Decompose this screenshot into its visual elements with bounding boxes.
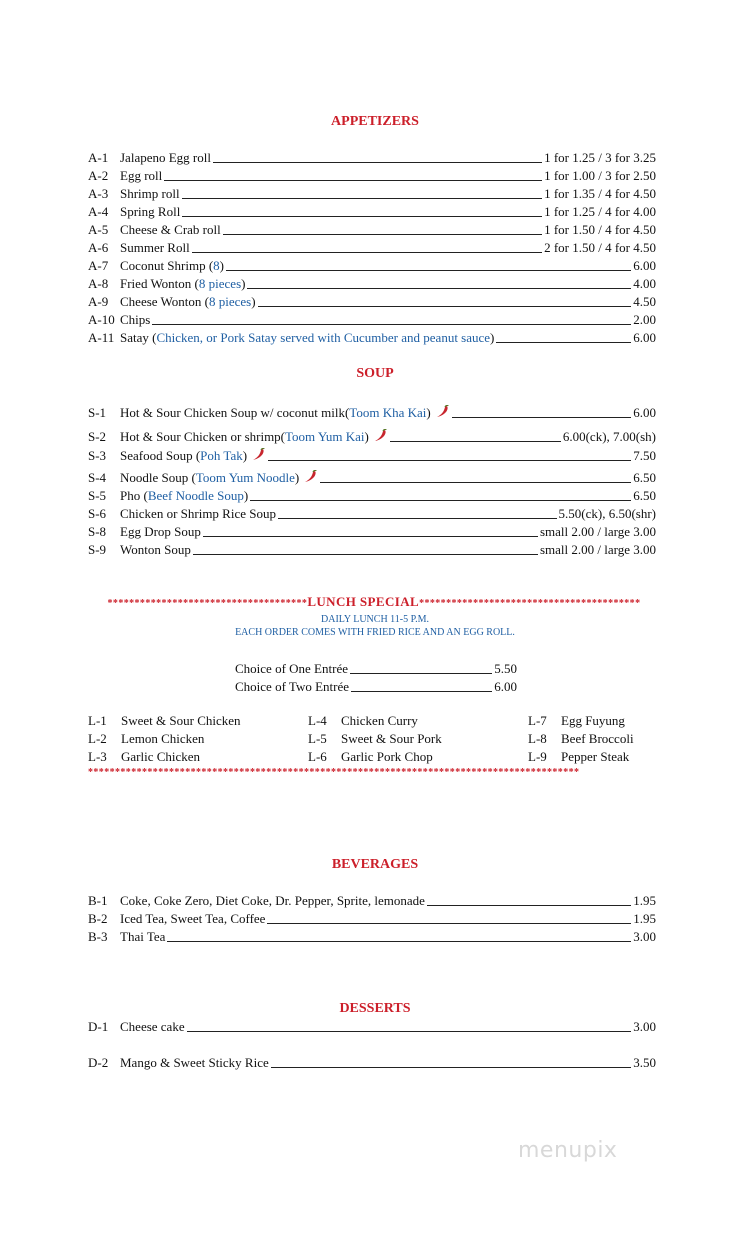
menu-item-row [88,427,656,445]
item-price: 1.95 [633,893,656,908]
lunch-item [308,730,442,748]
item-name: Pepper Steak [561,749,630,764]
item-price: 5.50(ck), 6.50(shr) [558,506,656,521]
choice-price: 5.50 [494,661,517,676]
item-price: 3.50 [633,1055,656,1070]
item-name-end: ) [241,276,246,291]
lunch-hours: DAILY LUNCH 11-5 P.M. [321,614,429,625]
item-name-end: ) [242,448,248,463]
item-code: S-8 [88,524,107,539]
item-price: 4.00 [633,276,656,291]
item-name [120,506,276,522]
chili-pepper-icon [302,470,318,484]
menu-item-row [88,522,656,540]
item-name-text: Cheese & Crab roll [120,222,221,237]
menu-item-row [88,220,656,238]
leader-line [350,672,492,674]
item-price: 1 for 1.35 / 4 for 4.50 [544,186,656,201]
item-name-text: Cheese Wonton ( [120,294,209,309]
item-name: Garlic Pork Chop [341,749,433,764]
item-name: Lemon Chicken [121,731,205,746]
item-name-text: Coconut Shrimp ( [120,258,214,273]
item-price: small 2.00 / large 3.00 [539,524,656,539]
lunch-stars-bottom: ******************************************************************************************* [88,767,580,778]
item-code: L-4 [308,713,327,728]
item-price: 6.50 [633,470,656,485]
item-name-text: Cheese cake [120,1019,185,1034]
item-code: B-3 [88,929,108,944]
item-name [120,204,180,220]
item-name-text: Summer Roll [120,240,190,255]
item-price: small 2.00 / large 3.00 [539,542,656,557]
item-name-end: ) [426,405,431,420]
leader-line [193,553,538,555]
item-name-text: Pho ( [120,488,148,503]
item-code: S-3 [88,448,107,463]
item-price: 1 for 1.25 / 4 for 4.00 [544,204,656,219]
leader-line [271,1066,631,1068]
leader-line [496,341,631,343]
menu-item-row [88,927,656,945]
item-code: S-9 [88,542,107,557]
item-name-text: Jalapeno Egg roll [120,150,211,165]
item-name-end: ) [364,429,369,444]
chili-pepper-icon [372,429,388,443]
item-name-text: Noodle Soup ( [120,470,196,485]
menu-item-row [88,1017,656,1035]
lunch-item [88,712,241,730]
lunch-item [308,748,433,766]
leader-line [213,161,542,163]
leader-line [390,440,561,442]
menu-item-row [88,909,656,927]
item-name: Beef Broccoli [561,731,634,746]
item-name-text: Iced Tea, Sweet Tea, Coffee [120,911,266,926]
menu-item-row [88,292,656,310]
lunch-item [88,730,204,748]
item-price: 6.00(ck), 7.00(sh) [562,429,656,444]
menu-item-row [88,540,656,558]
item-note: 8 [213,258,220,273]
item-code: L-3 [88,749,107,764]
item-name-text: Shrimp roll [120,186,180,201]
item-name [120,542,191,558]
menu-item-row [88,891,656,909]
item-name [120,330,494,346]
item-code: A-6 [88,240,109,255]
lunch-special-title: LUNCH SPECIAL [307,596,420,609]
stars-left: ************************************* [107,598,308,609]
item-name [120,929,165,945]
item-name [120,1055,269,1071]
item-price: 2.00 [633,312,656,327]
item-name [120,276,245,292]
menu-item-row [88,238,656,256]
choice-one-row [235,659,517,677]
item-name [120,312,150,328]
choice-label: Choice of Two Entrée [235,679,350,694]
item-note: 8 pieces [208,294,252,309]
item-name-text: Thai Tea [120,929,166,944]
item-name [120,448,266,464]
lunch-item [528,748,629,766]
item-code: L-7 [528,713,547,728]
item-code: L-2 [88,731,107,746]
item-name [120,429,388,445]
item-price: 1.95 [633,911,656,926]
item-name: Garlic Chicken [121,749,201,764]
menu-item-row [88,166,656,184]
leader-line [182,215,542,217]
item-name-text: Hot & Sour Chicken Soup w/ coconut milk( [120,405,350,420]
leader-line [267,922,631,924]
menu-item-row [88,486,656,504]
item-code: L-8 [528,731,547,746]
menu-item-row [88,446,656,464]
choice-price: 6.00 [494,679,517,694]
item-code: L-9 [528,749,547,764]
item-name [120,893,425,909]
menu-item-row [88,468,656,486]
menu-item-row [88,256,656,274]
item-name [120,240,190,256]
item-price: 6.50 [633,488,656,503]
choice-two-row [235,677,517,695]
leader-line [258,305,632,307]
item-name [120,258,224,274]
item-name [120,222,221,238]
leader-line [247,287,631,289]
item-price: 6.00 [633,330,656,345]
menu-item-row [88,148,656,166]
lunch-item [528,712,625,730]
item-price: 1 for 1.00 / 3 for 2.50 [544,168,656,183]
leader-line [164,179,542,181]
item-name [120,186,180,202]
item-name [120,150,211,166]
item-price: 7.50 [633,448,656,463]
item-code: S-5 [88,488,107,503]
item-code: S-2 [88,429,107,444]
item-name-text: Coke, Coke Zero, Diet Coke, Dr. Pepper, Sprite, lemonade [120,893,425,908]
chili-pepper-icon [434,405,450,419]
item-name: Egg Fuyung [561,713,625,728]
item-code: S-1 [88,405,107,420]
item-code: B-1 [88,893,108,908]
menu-item-row [88,274,656,292]
item-name [120,294,256,310]
leader-line [167,940,631,942]
item-name-text: Chips [120,312,151,327]
menu-item-row [88,1053,656,1071]
stars-right: ***************************************** [419,598,641,609]
item-code: A-10 [88,312,115,327]
lunch-note: EACH ORDER COMES WITH FRIED RICE AND AN EGG ROLL. [235,627,515,638]
item-name-text: Egg roll [120,168,163,183]
item-code: A-9 [88,294,109,309]
item-code: D-1 [88,1019,109,1034]
item-name-end: ) [243,488,249,503]
leader-line [278,517,557,519]
item-name: Chicken Curry [341,713,418,728]
item-code: A-8 [88,276,109,291]
item-name-text: Wonton Soup [120,542,191,557]
leader-line [223,233,542,235]
item-name-text: Fried Wonton ( [120,276,199,291]
item-name-text: Seafood Soup ( [120,448,201,463]
item-note: Poh Tak [200,448,243,463]
item-name: Sweet & Sour Chicken [121,713,241,728]
item-name-text: Mango & Sweet Sticky Rice [120,1055,269,1070]
desserts-title: DESSERTS [339,1001,411,1016]
item-name-text: Egg Drop Soup [120,524,201,539]
lunch-item [308,712,418,730]
menu-item-row [88,202,656,220]
item-code: A-5 [88,222,109,237]
lunch-special-header [88,596,660,610]
leader-line [351,690,492,692]
item-code: A-4 [88,204,109,219]
menu-item-row [88,328,656,346]
item-price: 3.00 [633,1019,656,1034]
item-price: 4.50 [633,294,656,309]
menu-item-row [88,184,656,202]
choice-label: Choice of One Entrée [235,661,348,676]
item-name-end: ) [219,258,225,273]
item-code: D-2 [88,1055,109,1070]
item-code: A-1 [88,150,109,165]
leader-line [452,416,632,418]
chili-pepper-icon [250,448,266,462]
leader-line [427,904,631,906]
item-price: 1 for 1.25 / 3 for 3.25 [544,150,656,165]
item-note: Beef Noodle Soup [147,488,244,503]
item-price: 3.00 [633,929,656,944]
item-code: B-2 [88,911,108,926]
item-note: Toom Yum Noodle [195,470,295,485]
lunch-item [528,730,634,748]
item-note: 8 pieces [198,276,242,291]
item-name [120,488,248,504]
item-note: Chicken, or Pork Satay served with Cucumber and peanut sauce [156,330,491,345]
item-note: Toom Yum Kai [285,429,365,444]
item-code: A-7 [88,258,109,273]
menu-item-row [88,310,656,328]
appetizers-title: APPETIZERS [331,114,419,129]
soup-title: SOUP [356,366,394,381]
item-name-text: Spring Roll [120,204,181,219]
lunch-item [88,748,200,766]
leader-line [203,535,538,537]
item-code: L-6 [308,749,327,764]
item-code: S-6 [88,506,107,521]
item-name [120,470,318,486]
item-code: L-1 [88,713,107,728]
leader-line [226,269,631,271]
item-name [120,168,162,184]
menu-item-row [88,504,656,522]
leader-line [182,197,542,199]
item-name [120,911,265,927]
item-code: L-5 [308,731,327,746]
item-code: A-2 [88,168,109,183]
leader-line [250,499,631,501]
menu-item-row [88,403,656,421]
item-code: A-11 [88,330,115,345]
item-name-end: ) [251,294,256,309]
item-name: Sweet & Sour Pork [341,731,442,746]
leader-line [192,251,542,253]
item-name-text: Satay ( [120,330,157,345]
item-name [120,1019,185,1035]
leader-line [320,481,631,483]
item-name-text: Hot & Sour Chicken or shrimp( [120,429,286,444]
item-price: 2 for 1.50 / 4 for 4.50 [544,240,656,255]
item-name [120,524,201,540]
leader-line [187,1030,632,1032]
item-code: S-4 [88,470,107,485]
item-price: 6.00 [633,405,656,420]
leader-line [268,459,631,461]
item-price: 1 for 1.50 / 4 for 4.50 [544,222,656,237]
item-name-text: Chicken or Shrimp Rice Soup [120,506,276,521]
beverages-title: BEVERAGES [331,857,419,872]
item-name-end: ) [294,470,300,485]
item-price: 6.00 [633,258,656,273]
item-name-end: ) [490,330,495,345]
item-note: Toom Kha Kai [349,405,427,420]
item-code: A-3 [88,186,109,201]
menupix-watermark: menupix [518,1138,618,1163]
item-name [120,405,450,421]
leader-line [152,323,631,325]
